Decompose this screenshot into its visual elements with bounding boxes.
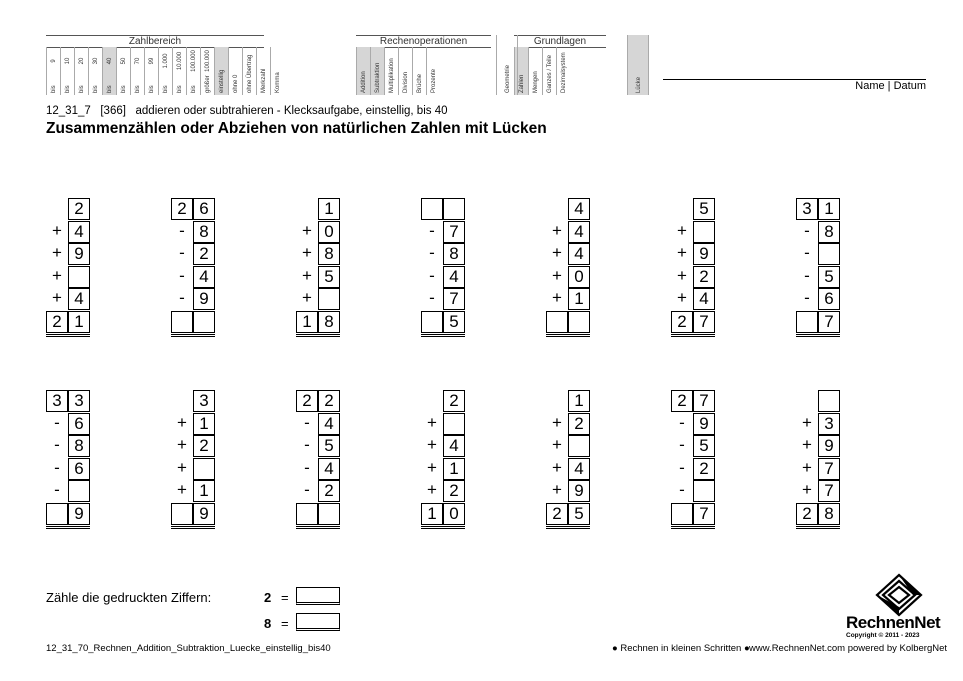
category-2 bbox=[514, 35, 606, 95]
column-label: Division bbox=[402, 71, 409, 93]
result-ones-box: 7 bbox=[693, 503, 715, 525]
column-label: Geometrie bbox=[504, 64, 511, 93]
digit-box: 6 bbox=[68, 413, 90, 435]
worksheet-code: 12_31_7 [366] addieren oder subtrahieren - Klecksaufgabe, einstellig, bis 40 bbox=[46, 105, 448, 117]
column-label: Multiplikation bbox=[388, 58, 395, 93]
result-double-line bbox=[421, 528, 465, 529]
operator-sign: - bbox=[179, 243, 185, 262]
category-column bbox=[102, 47, 116, 95]
category-column bbox=[356, 47, 370, 95]
result-ones-box[interactable] bbox=[193, 311, 215, 333]
result-tens-box[interactable] bbox=[171, 311, 193, 333]
footer-website: www.RechnenNet.com powered by KolbergNet bbox=[749, 643, 948, 654]
operator-sign: + bbox=[552, 243, 562, 262]
operator-sign: + bbox=[802, 480, 812, 499]
digit-box: 4 bbox=[443, 266, 465, 288]
result-double-line bbox=[796, 336, 840, 337]
operator-sign: - bbox=[429, 265, 435, 285]
result-double-line bbox=[546, 526, 590, 527]
operator-sign: - bbox=[429, 243, 435, 262]
category-title: Grundlagen bbox=[514, 35, 606, 48]
operator-sign: + bbox=[52, 243, 62, 262]
digit-box: 7 bbox=[443, 288, 465, 310]
digit-box: 4 bbox=[568, 458, 590, 480]
digit-box: 1 bbox=[568, 288, 590, 310]
column-prefix: bis bbox=[50, 85, 57, 93]
column-label: Merkzahl bbox=[260, 68, 267, 93]
digit-box: 8 bbox=[193, 221, 215, 243]
digit-box: 2 bbox=[193, 435, 215, 457]
blank-box[interactable] bbox=[818, 390, 840, 412]
digit-box: 3 bbox=[818, 413, 840, 435]
category-column bbox=[144, 47, 158, 95]
operator-sign: - bbox=[304, 480, 310, 499]
category-column bbox=[74, 47, 88, 95]
digit-box: 2 bbox=[443, 480, 465, 502]
operator-sign: + bbox=[677, 265, 687, 285]
category-column bbox=[426, 47, 440, 95]
result-double-line bbox=[296, 334, 340, 335]
column-limit: 30 bbox=[92, 57, 99, 65]
column-prefix: bis bbox=[78, 85, 85, 93]
column-limit: 10 bbox=[64, 57, 71, 65]
column-label: Subtraktion bbox=[374, 62, 381, 93]
blank-box[interactable] bbox=[568, 435, 590, 457]
category-0 bbox=[46, 35, 281, 95]
tens-box: 2 bbox=[671, 390, 693, 412]
digit-box: 4 bbox=[68, 288, 90, 310]
column-limit: 50 bbox=[120, 57, 127, 65]
column-label: einstellig bbox=[218, 69, 225, 93]
operator-sign: + bbox=[427, 480, 437, 499]
category-column bbox=[46, 47, 60, 95]
ones-box: 3 bbox=[68, 390, 90, 412]
footer-filename: 12_31_70_Rechnen_Addition_Subtraktion_Luecke_einstellig_bis40 bbox=[46, 643, 331, 654]
operator-sign: + bbox=[177, 457, 187, 477]
digit-box: 2 bbox=[568, 413, 590, 435]
category-title: Rechenoperationen bbox=[356, 35, 491, 48]
column-label: Ganzes / Teile bbox=[546, 55, 553, 93]
category-column bbox=[398, 47, 412, 95]
operator-sign: + bbox=[802, 435, 812, 454]
blank-box[interactable] bbox=[193, 458, 215, 480]
digit-box: 4 bbox=[68, 221, 90, 243]
result-ones-box[interactable] bbox=[568, 311, 590, 333]
ones-box: 2 bbox=[318, 390, 340, 412]
result-tens-box: 2 bbox=[546, 503, 568, 525]
result-double-line bbox=[296, 336, 340, 337]
result-ones-box: 0 bbox=[443, 503, 465, 525]
result-double-line bbox=[46, 528, 90, 529]
operator-sign: + bbox=[552, 288, 562, 307]
result-double-line bbox=[171, 334, 215, 335]
count-digit-2: 2 bbox=[264, 590, 272, 605]
category-column bbox=[88, 47, 102, 95]
operator-sign: + bbox=[677, 288, 687, 307]
operator-sign: - bbox=[304, 435, 310, 454]
column-limit: 20 bbox=[78, 57, 85, 65]
count-answer-box-2[interactable] bbox=[296, 587, 340, 605]
category-column bbox=[172, 47, 186, 95]
column-limit: 10.000 bbox=[176, 51, 183, 71]
logo-text: RechnenNet bbox=[846, 613, 941, 632]
result-tens-box[interactable] bbox=[796, 311, 818, 333]
operator-sign: - bbox=[54, 435, 60, 454]
digit-box: 1 bbox=[443, 458, 465, 480]
column-prefix: bis bbox=[120, 85, 127, 93]
operator-sign: + bbox=[552, 480, 562, 499]
digit-box: 4 bbox=[318, 458, 340, 480]
column-limit: 40 bbox=[106, 57, 113, 65]
operator-sign: + bbox=[427, 412, 437, 432]
result-ones-box: 8 bbox=[318, 311, 340, 333]
category-column bbox=[242, 47, 256, 95]
blank-box[interactable] bbox=[818, 243, 840, 265]
result-double-line bbox=[671, 528, 715, 529]
category-column bbox=[200, 47, 214, 95]
digit-box: 2 bbox=[68, 198, 90, 220]
operator-sign: + bbox=[177, 480, 187, 499]
category-column bbox=[384, 47, 398, 95]
category-column bbox=[214, 47, 228, 95]
digit-box: 2 bbox=[443, 390, 465, 412]
operator-sign: - bbox=[679, 412, 685, 432]
digit-box: 4 bbox=[193, 266, 215, 288]
result-double-line bbox=[796, 334, 840, 335]
ones-box[interactable] bbox=[443, 198, 465, 220]
column-label: Addition bbox=[360, 71, 367, 93]
operator-sign: + bbox=[302, 265, 312, 285]
column-limit: 100.000 bbox=[190, 50, 197, 72]
digit-box: 3 bbox=[193, 390, 215, 412]
result-double-line bbox=[421, 336, 465, 337]
count-eq-2: = bbox=[281, 590, 289, 605]
operator-sign: + bbox=[552, 265, 562, 285]
column-label: Brüche bbox=[416, 73, 423, 93]
digit-box: 1 bbox=[193, 480, 215, 502]
result-ones-box[interactable] bbox=[318, 503, 340, 525]
digit-box: 5 bbox=[693, 435, 715, 457]
category-column bbox=[556, 47, 570, 95]
digit-box: 7 bbox=[818, 480, 840, 502]
result-tens-box[interactable] bbox=[171, 503, 193, 525]
count-digit-8: 8 bbox=[264, 616, 272, 631]
tens-box[interactable] bbox=[421, 198, 443, 220]
operator-sign: - bbox=[804, 288, 810, 307]
digit-box: 9 bbox=[693, 413, 715, 435]
column-label: Mengen bbox=[532, 71, 539, 93]
digit-box: 9 bbox=[68, 243, 90, 265]
digit-box: 9 bbox=[693, 243, 715, 265]
result-double-line bbox=[671, 336, 715, 337]
result-ones-box: 9 bbox=[68, 503, 90, 525]
result-tens-box[interactable] bbox=[421, 311, 443, 333]
column-label: Prozente bbox=[430, 68, 437, 93]
result-tens-box[interactable] bbox=[546, 311, 568, 333]
operator-sign: + bbox=[52, 220, 62, 240]
blank-box[interactable] bbox=[68, 266, 90, 288]
result-ones-box: 5 bbox=[443, 311, 465, 333]
operator-sign: - bbox=[54, 412, 60, 432]
column-limit: 70 bbox=[134, 57, 141, 65]
category-column bbox=[270, 47, 284, 95]
digit-box: 5 bbox=[318, 435, 340, 457]
column-label: Komma bbox=[274, 72, 281, 93]
blank-box[interactable] bbox=[443, 413, 465, 435]
column-label: Lücke bbox=[635, 76, 642, 93]
category-column bbox=[542, 47, 556, 95]
result-ones-box: 5 bbox=[568, 503, 590, 525]
digit-box: 2 bbox=[693, 458, 715, 480]
operator-sign: - bbox=[804, 220, 810, 240]
column-prefix: größer bbox=[204, 75, 211, 93]
digit-box: 4 bbox=[693, 288, 715, 310]
result-double-line bbox=[421, 526, 465, 527]
result-double-line bbox=[796, 528, 840, 529]
result-double-line bbox=[171, 528, 215, 529]
blank-box[interactable] bbox=[68, 480, 90, 502]
tens-box: 2 bbox=[171, 198, 193, 220]
digit-box: 9 bbox=[193, 288, 215, 310]
ones-box: 7 bbox=[693, 390, 715, 412]
column-label: Dezimalsystem bbox=[560, 52, 567, 93]
operator-sign: + bbox=[552, 457, 562, 477]
operator-sign: + bbox=[52, 265, 62, 285]
digit-box: 9 bbox=[818, 435, 840, 457]
category-column bbox=[412, 47, 426, 95]
column-prefix: bis bbox=[92, 85, 99, 93]
column-limit: 9 bbox=[50, 59, 57, 63]
operator-sign: + bbox=[677, 220, 687, 240]
digit-box: 4 bbox=[318, 413, 340, 435]
result-tens-box: 1 bbox=[296, 311, 318, 333]
column-limit: 100.000 bbox=[204, 50, 211, 72]
digit-box: 6 bbox=[68, 458, 90, 480]
operator-sign: + bbox=[302, 288, 312, 307]
result-double-line bbox=[296, 528, 340, 529]
name-date-label: Name | Datum bbox=[855, 80, 926, 92]
result-double-line bbox=[46, 336, 90, 337]
operator-sign: + bbox=[677, 243, 687, 262]
digit-box: 7 bbox=[443, 221, 465, 243]
digit-box: 5 bbox=[818, 266, 840, 288]
operator-sign: + bbox=[302, 243, 312, 262]
column-limit: 1.000 bbox=[162, 53, 169, 69]
page-title: Zusammenzählen oder Abziehen von natürlichen Zahlen mit Lücken bbox=[46, 120, 547, 137]
copyright: Copyright © 2011 - 2023 bbox=[846, 632, 920, 639]
digit-box: 1 bbox=[318, 198, 340, 220]
result-tens-box: 2 bbox=[46, 311, 68, 333]
digit-box: 2 bbox=[318, 480, 340, 502]
category-column bbox=[60, 47, 74, 95]
digit-box: 4 bbox=[568, 243, 590, 265]
category-column bbox=[528, 47, 542, 95]
tens-box: 3 bbox=[796, 198, 818, 220]
digit-box: 4 bbox=[568, 221, 590, 243]
result-double-line bbox=[296, 526, 340, 527]
result-tens-box[interactable] bbox=[671, 503, 693, 525]
result-double-line bbox=[546, 334, 590, 335]
column-label: Zahlen bbox=[518, 74, 525, 93]
operator-sign: + bbox=[802, 457, 812, 477]
digit-box: 0 bbox=[568, 266, 590, 288]
operator-sign: - bbox=[804, 265, 810, 285]
result-double-line bbox=[546, 528, 590, 529]
digit-box: 8 bbox=[318, 243, 340, 265]
result-tens-box: 2 bbox=[671, 311, 693, 333]
result-double-line bbox=[546, 336, 590, 337]
digit-box: 5 bbox=[318, 266, 340, 288]
digit-box: 1 bbox=[193, 413, 215, 435]
column-prefix: bis bbox=[148, 85, 155, 93]
digit-box: 2 bbox=[193, 243, 215, 265]
operator-sign: - bbox=[54, 457, 60, 477]
operator-sign: + bbox=[552, 412, 562, 432]
operator-sign: + bbox=[427, 435, 437, 454]
result-double-line bbox=[46, 334, 90, 335]
result-tens-box: 2 bbox=[796, 503, 818, 525]
operator-sign: - bbox=[429, 288, 435, 307]
category-title: Zahlbereich bbox=[46, 35, 264, 48]
operator-sign: - bbox=[429, 220, 435, 240]
category-column bbox=[158, 47, 172, 95]
result-ones-box: 9 bbox=[193, 503, 215, 525]
operator-sign: - bbox=[304, 457, 310, 477]
digit-box: 8 bbox=[443, 243, 465, 265]
operator-sign: - bbox=[679, 457, 685, 477]
blank-box[interactable] bbox=[693, 221, 715, 243]
category-column bbox=[116, 47, 130, 95]
column-limit: 99 bbox=[148, 57, 155, 65]
digit-box: 4 bbox=[443, 435, 465, 457]
operator-sign: - bbox=[304, 412, 310, 432]
category-column bbox=[186, 47, 200, 95]
result-double-line bbox=[421, 334, 465, 335]
result-double-line bbox=[671, 334, 715, 335]
digit-box: 9 bbox=[568, 480, 590, 502]
category-column bbox=[370, 47, 384, 95]
tens-box: 3 bbox=[46, 390, 68, 412]
operator-sign: - bbox=[179, 288, 185, 307]
blank-box[interactable] bbox=[318, 288, 340, 310]
result-ones-box: 7 bbox=[818, 311, 840, 333]
operator-sign: - bbox=[54, 480, 60, 499]
count-eq-8: = bbox=[281, 616, 289, 631]
operator-sign: + bbox=[552, 220, 562, 240]
result-double-line bbox=[671, 526, 715, 527]
operator-sign: - bbox=[679, 480, 685, 499]
digit-box: 8 bbox=[68, 435, 90, 457]
operator-sign: + bbox=[802, 412, 812, 432]
digit-box: 0 bbox=[318, 221, 340, 243]
operator-sign: - bbox=[679, 435, 685, 454]
column-prefix: bis bbox=[134, 85, 141, 93]
digit-box: 6 bbox=[818, 288, 840, 310]
digit-box: 1 bbox=[568, 390, 590, 412]
operator-sign: - bbox=[804, 243, 810, 262]
operator-sign: + bbox=[427, 457, 437, 477]
result-tens-box[interactable] bbox=[296, 503, 318, 525]
operator-sign: + bbox=[177, 435, 187, 454]
result-double-line bbox=[171, 336, 215, 337]
column-prefix: bis bbox=[162, 85, 169, 93]
column-label: ohne Übertrag bbox=[246, 54, 253, 93]
tens-box: 2 bbox=[296, 390, 318, 412]
category-extra-column bbox=[627, 35, 649, 95]
result-tens-box: 1 bbox=[421, 503, 443, 525]
category-column bbox=[130, 47, 144, 95]
blank-box[interactable] bbox=[693, 480, 715, 502]
footer-slogan: ● Rechnen in kleinen Schritten ● bbox=[612, 643, 750, 654]
result-tens-box[interactable] bbox=[46, 503, 68, 525]
operator-sign: - bbox=[179, 220, 185, 240]
category-extra-column bbox=[496, 35, 518, 95]
operator-sign: - bbox=[179, 265, 185, 285]
operator-sign: + bbox=[177, 412, 187, 432]
digit-box: 4 bbox=[568, 198, 590, 220]
category-1 bbox=[356, 35, 491, 95]
digit-box: 8 bbox=[818, 221, 840, 243]
rechnennet-logo-icon bbox=[875, 573, 923, 617]
column-prefix: bis bbox=[64, 85, 71, 93]
ones-box: 1 bbox=[818, 198, 840, 220]
digit-box: 2 bbox=[693, 266, 715, 288]
column-prefix: bis bbox=[106, 85, 113, 93]
category-column bbox=[228, 47, 242, 95]
column-prefix: bis bbox=[190, 85, 197, 93]
operator-sign: + bbox=[552, 435, 562, 454]
category-column bbox=[256, 47, 270, 95]
result-ones-box: 7 bbox=[693, 311, 715, 333]
count-answer-box-8[interactable] bbox=[296, 613, 340, 631]
result-double-line bbox=[46, 526, 90, 527]
result-ones-box: 8 bbox=[818, 503, 840, 525]
operator-sign: + bbox=[302, 220, 312, 240]
column-prefix: bis bbox=[176, 85, 183, 93]
operator-sign: + bbox=[52, 288, 62, 307]
ones-box: 6 bbox=[193, 198, 215, 220]
digit-box: 5 bbox=[693, 198, 715, 220]
column-label: ohne 0 bbox=[232, 74, 239, 93]
result-double-line bbox=[171, 526, 215, 527]
result-double-line bbox=[796, 526, 840, 527]
result-ones-box: 1 bbox=[68, 311, 90, 333]
count-label: Zähle die gedruckten Ziffern: bbox=[46, 590, 212, 605]
digit-box: 7 bbox=[818, 458, 840, 480]
